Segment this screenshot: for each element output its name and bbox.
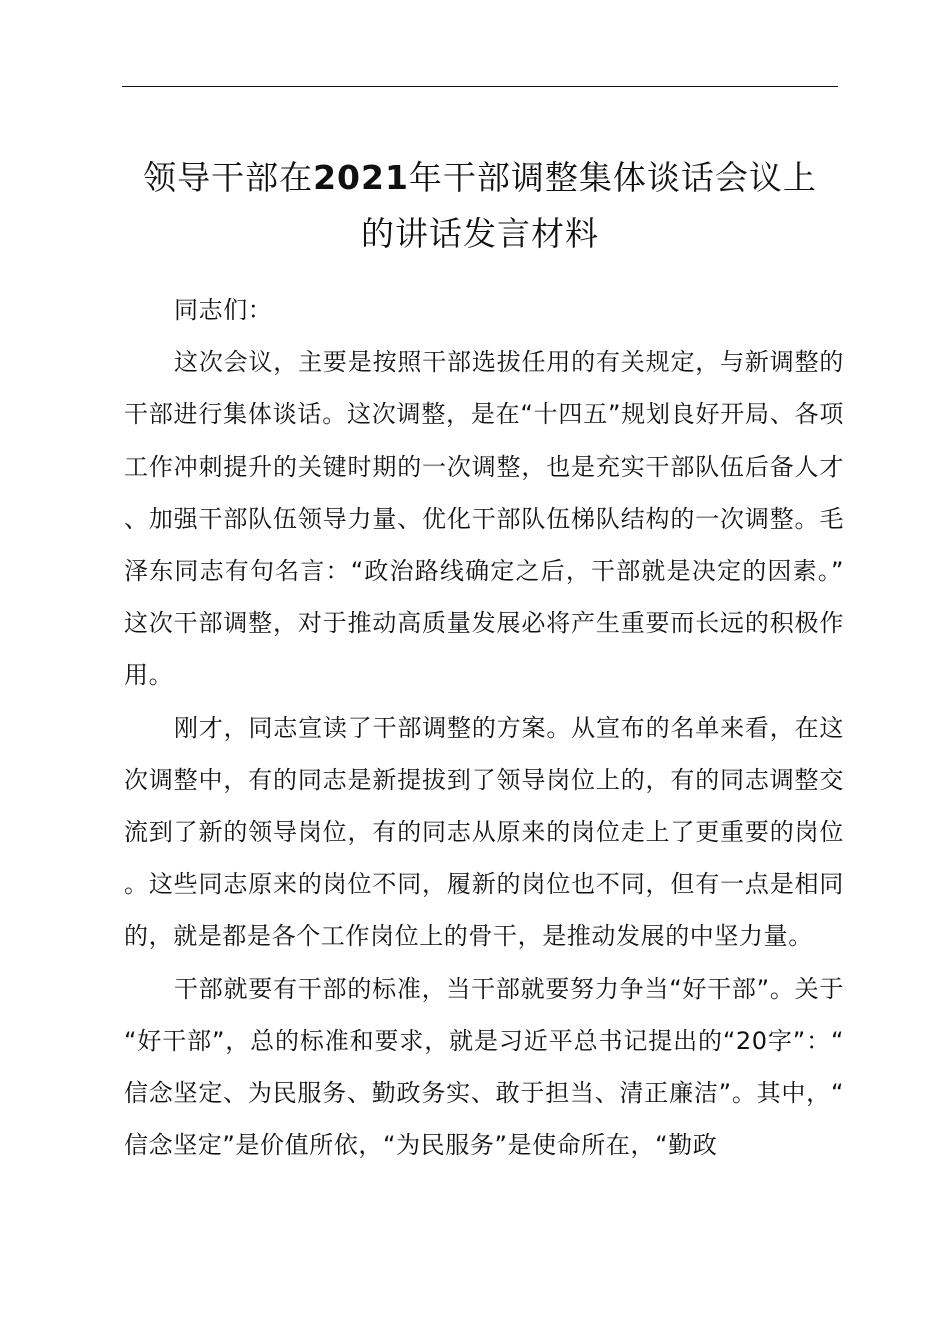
paragraph-3: 干部就要有干部的标准，当干部就要努力争当“好干部”。关于“好干部”，总的标准和要求，就是习近平总书记提出的“20字”：“信念坚定、为民服务、勤政务实、敢于担当、清正廉洁”。其中，“信念坚定”是价值所依，“为民服务”是使命所在，“勤政 — [124, 974, 844, 1160]
document-body — [124, 284, 844, 1171]
paragraph-2: 刚才，同志宣读了干部调整的方案。从宣布的名单来看，在这次调整中，有的同志是新提拔到了领导岗位上的，有的同志调整交流到了新的领导岗位，有的同志从原来的岗位走上了更重要的岗位。这些同志原来的岗位不同，履新的岗位也不同，但有一点是相同的，就是都是各个工作岗位上的骨干，是推动发展的中坚力量。 — [124, 713, 844, 951]
document-title — [110, 150, 850, 262]
title-line2: 的讲话发言材料 — [361, 214, 599, 253]
title-line1-rest: 年干部调整集体谈话会议上 — [408, 158, 817, 197]
title-year: 2021 — [313, 158, 409, 197]
salutation: 同志们： — [174, 296, 273, 324]
title-prefix: 领导干部在 — [143, 158, 314, 197]
paragraph-1: 这次会议，主要是按照干部选拔任用的有关规定，与新调整的干部进行集体谈话。这次调整，是在“十四五”规划良好开局、各项工作冲刺提升的关键时期的一次调整，也是充实干部队伍后备人才、加强干部队伍领导力量、优化干部队伍梯队结构的一次调整。毛泽东同志有句名言：“政治路线确定之后，干部就是决定的因素。”这次干部调整，对于推动高质量发展必将产生重要而长远的积极作用。 — [124, 348, 844, 690]
header-rule — [122, 86, 838, 87]
